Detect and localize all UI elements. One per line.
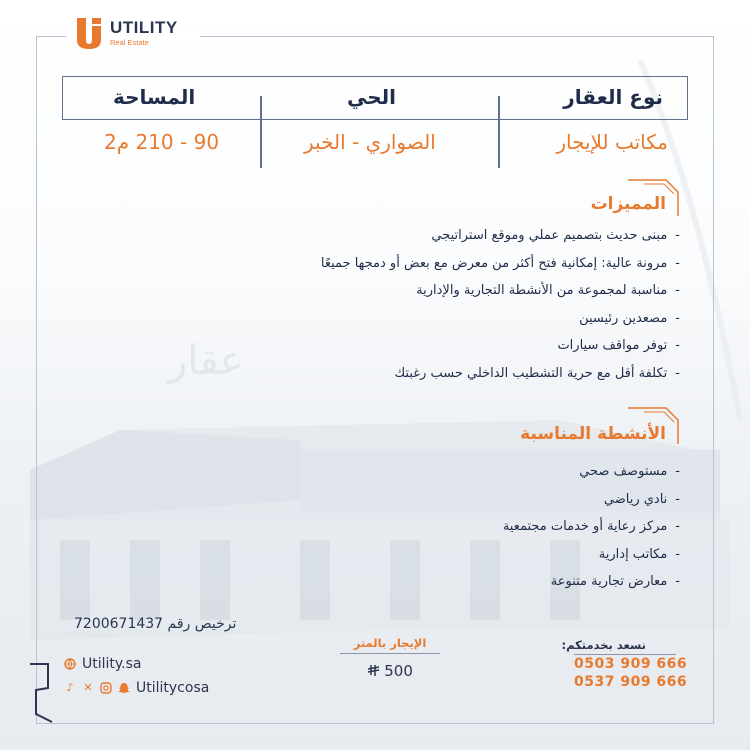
x-icon[interactable]: ✕: [83, 681, 93, 694]
riyal-currency-icon: [367, 665, 384, 680]
list-item: -نادي رياضي: [603, 491, 680, 507]
value-district: الصواري - الخبر: [304, 130, 436, 154]
features-title: المميزات: [590, 194, 666, 214]
features-list: [321, 222, 680, 387]
map-decoration: [22, 660, 56, 726]
social-handle[interactable]: Utilitycosa: [136, 680, 210, 696]
rent-divider: [340, 653, 440, 654]
website-row[interactable]: [64, 656, 142, 672]
phone-number[interactable]: 0537 909 666: [574, 674, 688, 690]
social-row: [64, 680, 209, 696]
snapchat-icon[interactable]: [118, 682, 130, 694]
tiktok-icon[interactable]: ♪: [66, 681, 74, 694]
list-item: -تكلفة أقل مع حرية التشطيب الداخلي حسب رغبتك: [394, 365, 680, 381]
globe-icon: [64, 658, 76, 670]
rent-value: 500: [384, 662, 413, 680]
activities-title: الأنشطة المناسبة: [520, 424, 666, 444]
activities-list: [503, 458, 680, 596]
website-link[interactable]: Utility.sa: [82, 656, 142, 672]
header-property-type: نوع العقار: [563, 85, 663, 109]
list-item: -مركز رعاية أو خدمات مجتمعية: [502, 519, 680, 534]
list-item: -مكاتب إدارية: [598, 546, 680, 562]
column-divider: [498, 96, 500, 168]
brand-name: UTILITY: [110, 18, 178, 38]
value-area: 90 - 210 م2: [104, 130, 220, 154]
utility-logo-icon: [74, 16, 104, 50]
brand-logo: [74, 16, 178, 50]
instagram-icon[interactable]: [100, 682, 112, 694]
list-item: -مرونة عالية: إمكانية فتح أكثر من معرض مع بعض أو دمجها جميعًا: [320, 255, 680, 271]
list-item: -مستوصف صحي: [579, 464, 680, 479]
header-district: الحي: [347, 85, 397, 109]
watermark-text: عقار: [168, 338, 244, 384]
rent-price-box: [336, 636, 444, 680]
list-item: -معارض تجارية متنوعة: [550, 574, 680, 589]
header-area: المساحة: [113, 85, 196, 109]
brand-tagline: Real Estate: [110, 38, 149, 48]
list-item: -توفر مواقف سيارات: [557, 338, 680, 353]
list-item: -مبنى حديث بتصميم عملي وموقع استراتيجي: [431, 228, 680, 243]
value-property-type: مكاتب للإيجار: [556, 130, 668, 154]
rent-value-row: [336, 662, 444, 680]
property-table-header: [62, 76, 688, 120]
contact-divider: [574, 654, 676, 655]
phone-number[interactable]: 0503 909 666: [574, 656, 688, 672]
contact-title: نسعد بخدمتكم:: [561, 638, 646, 652]
license-number: ترخيص رقم 7200671437: [74, 616, 237, 632]
column-divider: [260, 96, 262, 168]
list-item: -مناسبة لمجموعة من الأنشطة التجارية والإدارية: [416, 283, 680, 298]
rent-label: الإيجار بالمتر: [353, 636, 427, 650]
list-item: -مصعدين رئيسين: [579, 310, 680, 326]
